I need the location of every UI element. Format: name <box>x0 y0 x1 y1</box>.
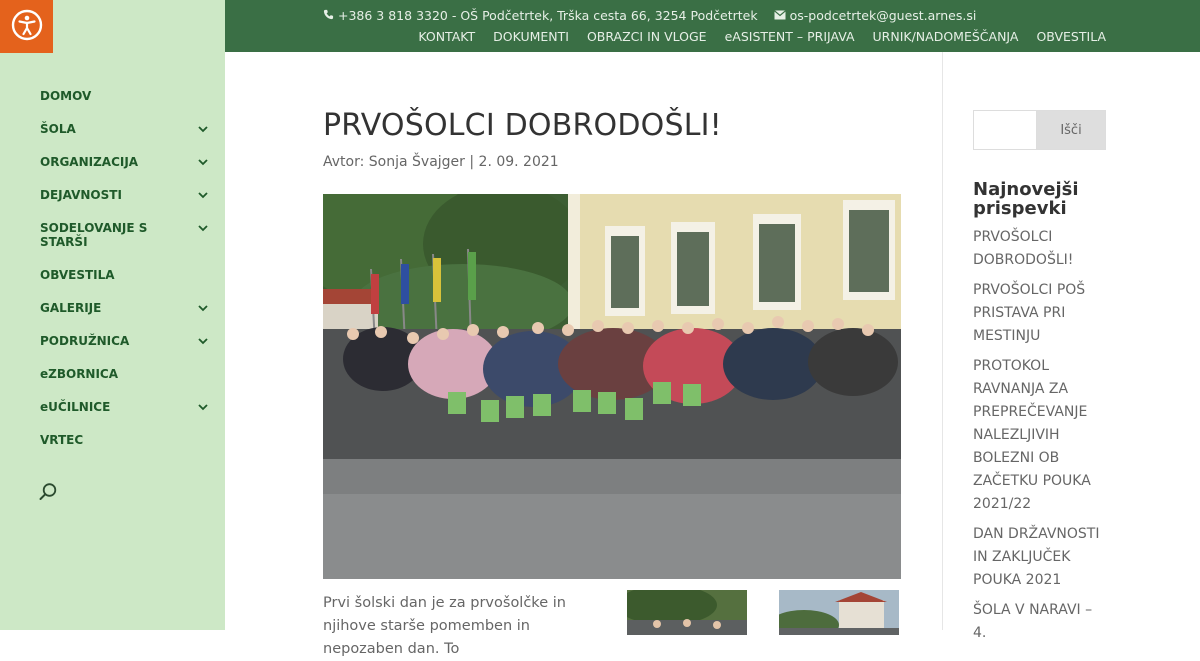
search-submit-button[interactable]: Išči <box>1036 110 1106 150</box>
phone-icon <box>323 8 334 23</box>
sidebar-item[interactable] <box>40 122 210 136</box>
sidebar-item[interactable] <box>40 367 210 381</box>
sidebar-item[interactable] <box>40 400 210 414</box>
sidebar-item[interactable] <box>40 301 210 315</box>
chevron-down-icon[interactable] <box>196 188 210 202</box>
sidebar-item-label: SODELOVANJE S STARŠI <box>40 221 148 249</box>
recent-post-link[interactable]: DAN DRŽAVNOSTI IN ZAKLJUČEK POUKA 2021 <box>973 526 1100 588</box>
top-header <box>225 0 1200 52</box>
recent-post-link[interactable]: PRVOŠOLCI DOBRODOŠLI! <box>973 229 1074 268</box>
phone-text: +386 3 818 3320 - OŠ Podčetrtek, Trška cesta 66, 3254 Podčetrtek <box>338 8 758 23</box>
chevron-down-icon[interactable] <box>196 334 210 348</box>
sidebar-item-label: PODRUŽNICA <box>40 334 130 348</box>
sidebar-item-label: eZBORNICA <box>40 367 119 381</box>
top-nav-dokumenti[interactable]: DOKUMENTI <box>493 29 569 44</box>
accessibility-icon <box>11 9 43 45</box>
phone-info <box>323 8 758 23</box>
sidebar <box>0 0 225 630</box>
sidebar-item-label: ORGANIZACIJA <box>40 155 139 169</box>
chevron-down-icon[interactable] <box>196 155 210 169</box>
main-content <box>323 52 901 657</box>
sidebar-item[interactable] <box>40 334 210 348</box>
sidebar-item[interactable] <box>40 89 210 103</box>
contact-info <box>323 8 976 23</box>
post-intro: Prvi šolski dan je za prvošolčke in njihove starše pomemben in nepozaben dan. To <box>323 595 566 657</box>
sidebar-search-button[interactable] <box>38 482 60 504</box>
hero-photo[interactable] <box>323 194 901 579</box>
content-divider <box>942 52 943 630</box>
gallery-thumbnail[interactable] <box>779 590 899 635</box>
recent-post-link[interactable]: ŠOLA V NARAVI – 4. <box>973 602 1093 641</box>
recent-post-link[interactable]: PROTOKOL RAVNANJA ZA PREPREČEVANJE NALEZLJIVIH BOLEZNI OB ZAČETKU POUKA 2021/22 <box>973 358 1091 512</box>
envelope-icon <box>774 8 786 23</box>
sidebar-search-form <box>973 110 1106 150</box>
top-nav <box>418 29 1106 44</box>
top-nav-urnik[interactable]: URNIK/NADOMEŠČANJA <box>872 29 1019 44</box>
sidebar-item-label: DEJAVNOSTI <box>40 188 122 202</box>
recent-posts-list <box>973 226 1108 652</box>
sidebar-item-label: GALERIJE <box>40 301 102 315</box>
sidebar-item[interactable] <box>40 268 210 282</box>
chevron-down-icon[interactable] <box>196 221 210 235</box>
search-icon <box>38 487 58 506</box>
recent-posts-title: Najnovejši prispevki <box>973 179 1079 219</box>
sidebar-item-label: eUČILNICE <box>40 400 111 414</box>
gallery-thumbnail[interactable] <box>627 590 747 635</box>
sidebar-item-label: DOMOV <box>40 89 92 103</box>
recent-post-link[interactable]: PRVOŠOLCI POŠ PRISTAVA PRI MESTINJU <box>973 282 1086 344</box>
sidebar-item[interactable] <box>40 221 210 249</box>
email-info[interactable] <box>774 8 977 23</box>
sidebar-item-label: ŠOLA <box>40 122 76 136</box>
accessibility-button[interactable] <box>0 0 53 53</box>
email-text[interactable]: os-podcetrtek@guest.arnes.si <box>789 8 977 23</box>
sidebar-item-label: OBVESTILA <box>40 268 115 282</box>
top-nav-kontakt[interactable]: KONTAKT <box>418 29 476 44</box>
top-nav-easistent[interactable]: eASISTENT – PRIJAVA <box>724 29 855 44</box>
chevron-down-icon[interactable] <box>196 400 210 414</box>
sidebar-item-label: VRTEC <box>40 433 84 447</box>
chevron-down-icon[interactable] <box>196 301 210 315</box>
sidebar-item[interactable] <box>40 433 210 447</box>
post-title: PRVOŠOLCI DOBRODOŠLI! <box>323 108 722 143</box>
post-meta: Avtor: Sonja Švajger | 2. 09. 2021 <box>323 154 559 170</box>
top-nav-obrazci[interactable]: OBRAZCI IN VLOGE <box>586 29 707 44</box>
sidebar-item[interactable] <box>40 155 210 169</box>
chevron-down-icon[interactable] <box>196 122 210 136</box>
sidebar-item[interactable] <box>40 188 210 202</box>
top-nav-obvestila[interactable]: OBVESTILA <box>1036 29 1106 44</box>
